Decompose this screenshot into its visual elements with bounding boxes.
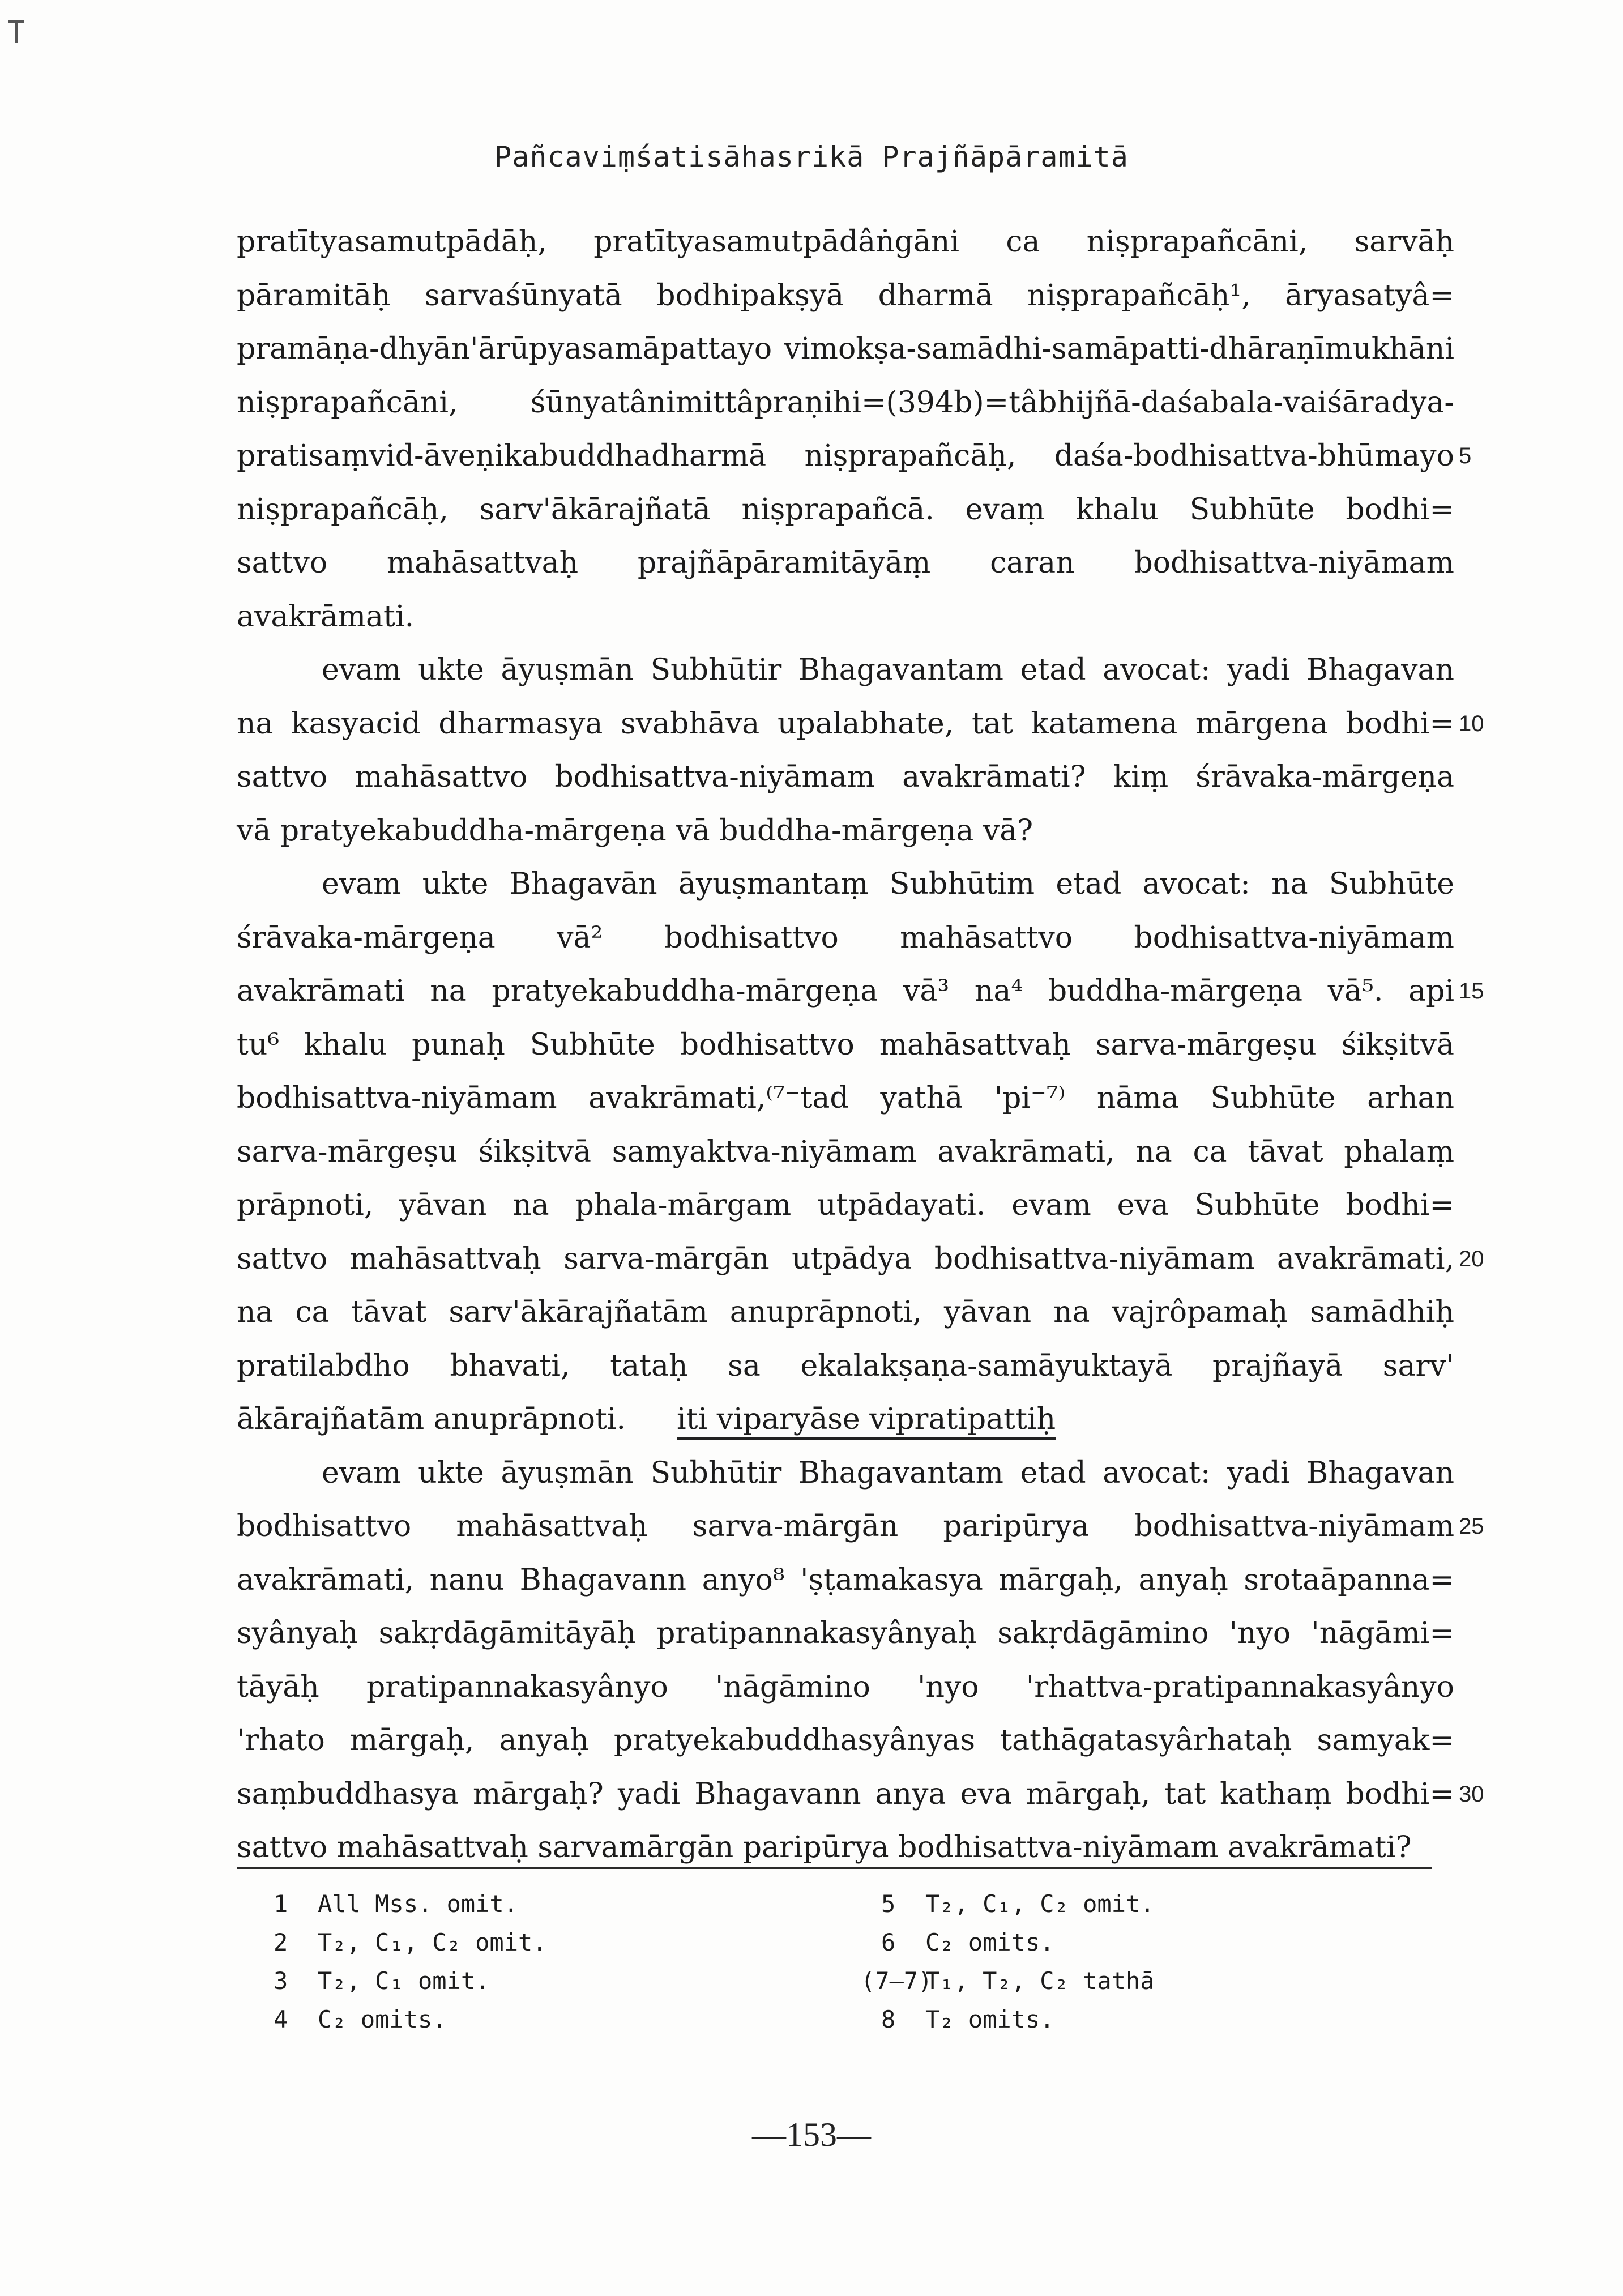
text-line: sattvo mahāsattvo bodhisattva-niyāmam avakrāmati? kiṃ śrāvaka-mārgeṇa [237, 760, 1454, 794]
text-line: niṣprapañcāni, śūnyatânimittâpraṇihi=(394b)=tâbhijñā-daśabala-vaiśāradya- [237, 385, 1454, 420]
line-number: 15 [1459, 979, 1484, 1004]
text-line-with-number [237, 697, 1484, 751]
text-line: sattvo mahāsattvaḥ sarvamārgān paripūrya bodhisattva-niyāmam avakrāmati? [237, 1830, 1412, 1864]
text-line: pāramitāḥ sarvaśūnyatā bodhipakṣyā dharmā niṣprapañcāḥ¹, āryasatyâ= [237, 278, 1454, 313]
footnote-text: All Mss. omit. [318, 1890, 519, 1918]
text-line-content: ākārajñatām anuprāpnoti. [237, 1402, 626, 1436]
text-line: syânyaḥ sakṛdāgāmitāyāḥ pratipannakasyânyaḥ sakṛdāgāmino 'nyo 'nāgāmi= [237, 1616, 1454, 1650]
text-line: vā pratyekabuddha-mārgeṇa vā buddha-mārgeṇa vā? [237, 813, 1033, 848]
text-line: evam ukte āyuṣmān Subhūtir Bhagavantam etad avocat: yadi Bhagavan [322, 1456, 1454, 1490]
text-line-with-number [237, 429, 1472, 483]
footnote-number: 2 [274, 1928, 288, 1956]
text-line: prāpnoti, yāvan na phala-mārgam utpādayati. evam eva Subhūte bodhi= [237, 1188, 1454, 1222]
text-line: avakrāmati, nanu Bhagavann anyo⁸ 'ṣṭamakasya mārgaḥ, anyaḥ srotaāpanna= [237, 1563, 1454, 1597]
footnote-text: C₂ omits. [318, 2005, 447, 2033]
text-line: avakrāmati. [237, 599, 415, 634]
text-line: pratilabdho bhavati, tataḥ sa ekalakṣaṇa-samāyuktayā prajñayā sarv' [237, 1348, 1454, 1383]
footnote-column-left [274, 1885, 840, 2039]
running-title: Pañcaviṃśatisāhasrikā Prajñāpāramitā [494, 140, 1129, 173]
page-number: —153— [752, 2116, 871, 2153]
line-number: 20 [1459, 1246, 1484, 1271]
text-line: evam ukte Bhagavān āyuṣmantaṃ Subhūtim etad avocat: na Subhūte [322, 867, 1454, 901]
footnote-number: 3 [274, 1967, 288, 1995]
footnote-number: 1 [274, 1890, 288, 1918]
footnote-number: 6 [881, 1928, 896, 1956]
text-line-content: saṃbuddhasya mārgaḥ? yadi Bhagavann anya eva mārgaḥ, tat kathaṃ bodhi= [237, 1777, 1454, 1811]
footnote [274, 1885, 840, 1923]
section-colophon: iti viparyāse vipratipattiḥ [677, 1402, 1056, 1440]
text-line: na ca tāvat sarv'ākārajñatām anuprāpnoti, yāvan na vajrôpamaḥ samādhiḥ [237, 1295, 1454, 1329]
main-text [237, 215, 1484, 1875]
text-line-content: na kasyacid dharmasya svabhāva upalabhate, tat katamena mārgena bodhi= [237, 706, 1454, 741]
footnote-text: T₂, C₁, C₂ omit. [925, 1890, 1155, 1918]
text-line: niṣprapañcāḥ, sarv'ākārajñatā niṣprapañcā. evaṃ khalu Subhūte bodhi= [237, 492, 1454, 527]
footnote [881, 2000, 1447, 2039]
line-number: 25 [1459, 1514, 1484, 1539]
text-line: 'rhato mārgaḥ, anyaḥ pratyekabuddhasyânyas tathāgatasyârhataḥ samyak= [237, 1723, 1454, 1757]
footnote-number: (7–7) [861, 1967, 933, 1995]
line-number: 5 [1459, 443, 1472, 468]
footnote-number: 8 [881, 2005, 896, 2033]
text-line: sattvo mahāsattvaḥ prajñāpāramitāyāṃ caran bodhisattva-niyāmam [237, 546, 1454, 580]
text-line-content: sattvo mahāsattvaḥ sarva-mārgān utpādya bodhisattva-niyāmam avakrāmati, [237, 1241, 1454, 1276]
footnote [881, 1923, 1447, 1962]
footnote-number: 4 [274, 2005, 288, 2033]
footnote-column-right [861, 1885, 1447, 2039]
text-line-with-heading [237, 1393, 1454, 1446]
footnote-text: C₂ omits. [925, 1928, 1054, 1956]
text-line: evam ukte āyuṣmān Subhūtir Bhagavantam etad avocat: yadi Bhagavan [322, 653, 1454, 687]
text-line: śrāvaka-mārgeṇa vā² bodhisattvo mahāsattvo bodhisattva-niyāmam [237, 920, 1454, 955]
footnote-text: T₂ omits. [925, 2005, 1054, 2033]
footnote [274, 1923, 840, 1962]
footnote-number: 5 [881, 1890, 896, 1918]
footnote-text: T₂, C₁ omit. [318, 1967, 490, 1995]
text-line: tu⁶ khalu punaḥ Subhūte bodhisattvo mahāsattvaḥ sarva-mārgeṣu śikṣitvā [237, 1027, 1454, 1062]
footnote [274, 2000, 840, 2039]
footnote [274, 1962, 840, 2000]
text-line: pramāṇa-dhyān'ārūpyasamāpattayo vimokṣa-samādhi-samāpatti-dhāraṇīmukhāni [237, 332, 1454, 366]
footnote [861, 1962, 1447, 2000]
text-line-with-number [237, 965, 1484, 1018]
margin-mark [8, 20, 24, 23]
line-number: 30 [1459, 1781, 1484, 1807]
text-line: pratītyasamutpādāḥ, pratītyasamutpādâṅgāni ca niṣprapañcāni, sarvāḥ [237, 225, 1454, 259]
text-line-content: avakrāmati na pratyekabuddha-mārgeṇa vā³ na⁴ buddha-mārgeṇa vā⁵. api [237, 974, 1454, 1008]
footnote-text: T₁, T₂, C₂ tathā [925, 1967, 1155, 1995]
margin-mark [15, 20, 18, 43]
text-line-content: bodhisattvo mahāsattvaḥ sarva-mārgān paripūrya bodhisattva-niyāmam [237, 1509, 1454, 1543]
text-line-content: pratisaṃvid-āveṇikabuddhadharmā niṣprapañcāḥ, daśa-bodhisattva-bhūmayo [237, 439, 1454, 473]
line-number: 10 [1459, 711, 1484, 736]
text-line-with-number [237, 1500, 1484, 1554]
text-line: bodhisattva-niyāmam avakrāmati,⁽⁷⁻tad yathā 'pi⁻⁷⁾ nāma Subhūte arhan [237, 1081, 1454, 1115]
footnote [881, 1885, 1447, 1923]
footnote-rule [237, 1867, 1432, 1869]
footnote-text: T₂, C₁, C₂ omit. [318, 1928, 547, 1956]
text-line-with-number [237, 1768, 1484, 1821]
text-line-with-number [237, 1232, 1484, 1286]
text-line: sarva-mārgeṣu śikṣitvā samyaktva-niyāmam avakrāmati, na ca tāvat phalaṃ [237, 1134, 1454, 1169]
text-line: tāyāḥ pratipannakasyânyo 'nāgāmino 'nyo 'rhattva-pratipannakasyânyo [237, 1670, 1454, 1704]
